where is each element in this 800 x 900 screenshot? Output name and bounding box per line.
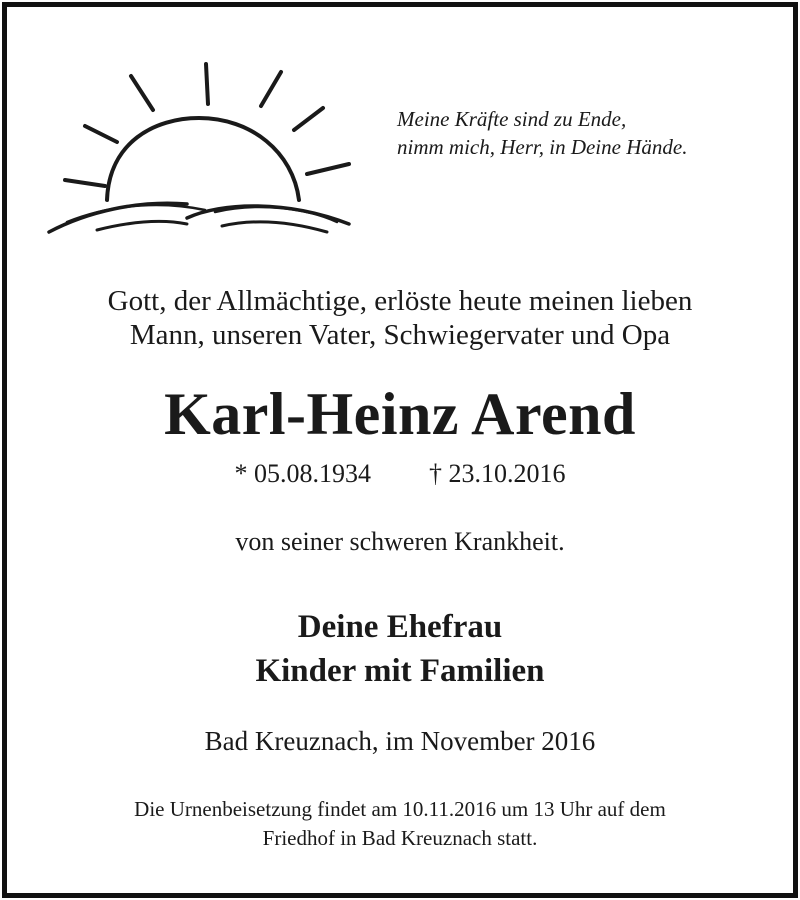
place-date: Bad Kreuznach, im November 2016 <box>204 726 596 756</box>
funeral-line: Die Urnenbeisetzung findet am 10.11.2016 um 13 Uhr auf dem <box>134 797 666 821</box>
signatory-spouse: Deine Ehefrau <box>297 609 503 645</box>
obituary-notice <box>2 2 798 898</box>
motto-line: nimm mich, Herr, in Deine Hände. <box>397 135 688 159</box>
intro-line: Gott, der Allmächtige, erlöste heute meinen lieben <box>107 285 693 317</box>
intro-line: Mann, unseren Vater, Schwiegervater und Opa <box>129 319 671 351</box>
rising-sun-icon <box>37 52 362 242</box>
funeral-line: Friedhof in Bad Kreuznach statt. <box>262 826 538 850</box>
motto-line: Meine Kräfte sind zu Ende, <box>397 107 627 131</box>
announcement-intro <box>7 284 793 352</box>
funeral-notice <box>7 795 793 853</box>
signatory-family: Kinder mit Familien <box>255 653 545 689</box>
death-date: † 23.10.2016 <box>429 459 566 488</box>
motto-verse <box>397 105 687 161</box>
birth-date: * 05.08.1934 <box>234 459 371 488</box>
deceased-name: Karl-Heinz Arend <box>164 381 636 447</box>
cause-text: von seiner schweren Krankheit. <box>235 527 565 556</box>
life-dates <box>7 458 793 490</box>
